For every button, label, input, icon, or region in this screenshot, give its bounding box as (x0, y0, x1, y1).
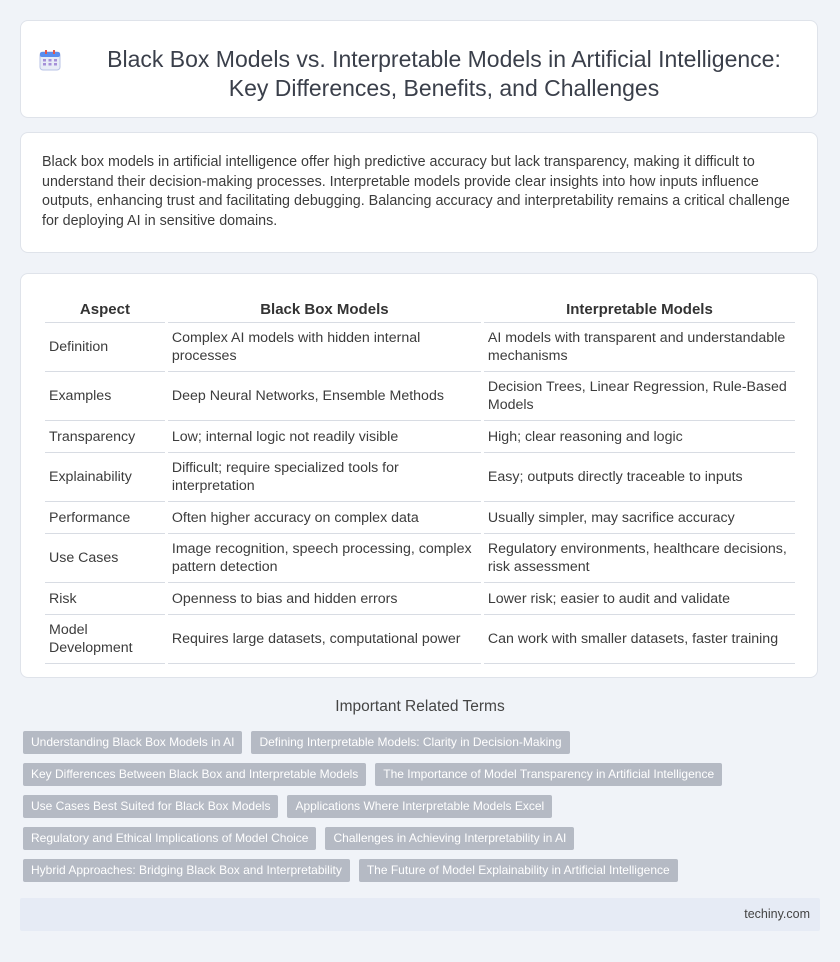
related-term-tag[interactable]: Use Cases Best Suited for Black Box Models (23, 795, 278, 818)
related-term-tag[interactable]: Hybrid Approaches: Bridging Black Box and Interpretability (23, 859, 350, 882)
interpretable-cell: Decision Trees, Linear Regression, Rule-Based Models (484, 372, 795, 421)
interpretable-cell: High; clear reasoning and logic (484, 421, 795, 453)
related-term-tag[interactable]: Applications Where Interpretable Models Excel (287, 795, 552, 818)
related-terms-title: Important Related Terms (335, 698, 505, 715)
related-terms-list (23, 731, 813, 891)
title-card (20, 20, 818, 118)
related-term-tag[interactable]: Challenges in Achieving Interpretability in AI (325, 827, 574, 850)
intro-card (20, 132, 818, 253)
table-row (45, 615, 795, 664)
black-box-cell: Complex AI models with hidden internal processes (168, 323, 481, 372)
black-box-cell: Openness to bias and hidden errors (168, 583, 481, 615)
table-header-row (45, 296, 795, 323)
aspect-cell: Transparency (45, 421, 165, 453)
related-term-tag[interactable]: Key Differences Between Black Box and Interpretable Models (23, 763, 366, 786)
header-aspect: Aspect (45, 296, 165, 323)
black-box-cell: Image recognition, speech processing, complex pattern detection (168, 534, 481, 583)
aspect-cell: Model Development (45, 615, 165, 664)
table-row (45, 534, 795, 583)
black-box-cell: Difficult; require specialized tools for interpretation (168, 453, 481, 502)
footer-bar (20, 898, 820, 931)
related-term-tag[interactable]: Regulatory and Ethical Implications of Model Choice (23, 827, 316, 850)
header-black-box: Black Box Models (168, 296, 481, 323)
black-box-cell: Often higher accuracy on complex data (168, 502, 481, 534)
interpretable-cell: Regulatory environments, healthcare decisions, risk assessment (484, 534, 795, 583)
table-row (45, 421, 795, 453)
related-term-tag[interactable]: The Future of Model Explainability in Artificial Intelligence (359, 859, 678, 882)
intro-paragraph: Black box models in artificial intelligence offer high predictive accuracy but lack transparency, making it difficult to understand their decision-making processes. Interpretable models provide clear insights into how inputs influence outputs, enhancing trust and facilitating debugging. Balancing accuracy and interpretability remains a critical challenge for deploying AI in sensitive domains. (42, 154, 790, 229)
interpretable-cell: Can work with smaller datasets, faster training (484, 615, 795, 664)
table-row (45, 502, 795, 534)
footer-site-link[interactable]: techiny.com (744, 907, 810, 921)
table-row (45, 453, 795, 502)
aspect-cell: Use Cases (45, 534, 165, 583)
page-title: Black Box Models vs. Interpretable Models in Artificial Intelligence: Key Differences, Benefits, and Challenges (107, 46, 781, 101)
black-box-cell: Deep Neural Networks, Ensemble Methods (168, 372, 481, 421)
aspect-cell: Examples (45, 372, 165, 421)
comparison-table (42, 296, 798, 664)
aspect-cell: Definition (45, 323, 165, 372)
interpretable-cell: Easy; outputs directly traceable to inputs (484, 453, 795, 502)
interpretable-cell: Usually simpler, may sacrifice accuracy (484, 502, 795, 534)
table-row (45, 323, 795, 372)
header-interpretable: Interpretable Models (484, 296, 795, 323)
related-term-tag[interactable]: The Importance of Model Transparency in Artificial Intelligence (375, 763, 722, 786)
aspect-cell: Performance (45, 502, 165, 534)
comparison-table-card (20, 273, 818, 678)
related-term-tag[interactable]: Defining Interpretable Models: Clarity in Decision-Making (251, 731, 569, 754)
table-row (45, 372, 795, 421)
black-box-cell: Requires large datasets, computational power (168, 615, 481, 664)
interpretable-cell: AI models with transparent and understandable mechanisms (484, 323, 795, 372)
table-row (45, 583, 795, 615)
aspect-cell: Risk (45, 583, 165, 615)
black-box-cell: Low; internal logic not readily visible (168, 421, 481, 453)
aspect-cell: Explainability (45, 453, 165, 502)
interpretable-cell: Lower risk; easier to audit and validate (484, 583, 795, 615)
related-term-tag[interactable]: Understanding Black Box Models in AI (23, 731, 242, 754)
